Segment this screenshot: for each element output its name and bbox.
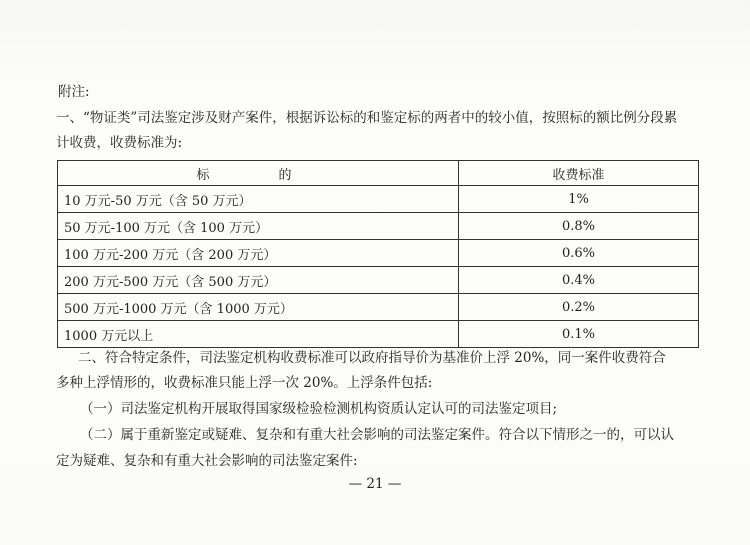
- row-range: 10 万元-50 万元（含 50 万元）: [58, 186, 459, 213]
- row-range: 200 万元-500 万元（含 500 万元）: [58, 267, 459, 294]
- section2-line1: 二、符合特定条件，司法鉴定机构收费标准可以政府指导价为基准价上浮 20%，同一案件收费符合: [78, 350, 666, 366]
- row-rate: 0.2%: [459, 294, 699, 321]
- table-row: [58, 240, 699, 267]
- table-row: [58, 267, 699, 294]
- item2-line1: （二）属于重新鉴定或疑难、复杂和有重大社会影响的司法鉴定案件。符合以下情形之一的，可以认: [80, 427, 674, 443]
- table-row: [58, 294, 699, 321]
- header-fee-rate: 收费标准: [459, 161, 699, 186]
- section1-line2: 计收费，收费标准为:: [56, 135, 183, 151]
- section2-line2: 多种上浮情形的，收费标准只能上浮一次 20%。上浮条件包括:: [56, 375, 433, 391]
- table-row: [58, 186, 699, 213]
- note-label: 附注:: [58, 84, 90, 100]
- row-rate: 0.4%: [459, 267, 699, 294]
- item2-line2: 定为疑难、复杂和有重大社会影响的司法鉴定案件:: [56, 453, 358, 469]
- row-range: 1000 万元以上: [58, 321, 459, 348]
- table-header-row: [58, 161, 699, 186]
- page-number: — 21 —: [348, 476, 402, 492]
- row-rate: 1%: [459, 186, 699, 213]
- fee-table: [57, 160, 699, 348]
- table-row: [58, 213, 699, 240]
- header-subject: 标 的: [58, 161, 459, 186]
- row-range: 500 万元-1000 万元（含 1000 万元）: [58, 294, 459, 321]
- item1-text: （一）司法鉴定机构开展取得国家级检验检测机构资质认定认可的司法鉴定项目;: [80, 401, 558, 417]
- section1-line1: 一、“物证类”司法鉴定涉及财产案件，根据诉讼标的和鉴定标的两者中的较小值，按照标的额比例分段累: [56, 110, 678, 126]
- row-rate: 0.8%: [459, 213, 699, 240]
- row-rate: 0.1%: [459, 321, 699, 348]
- row-rate: 0.6%: [459, 240, 699, 267]
- row-range: 50 万元-100 万元（含 100 万元）: [58, 213, 459, 240]
- row-range: 100 万元-200 万元（含 200 万元）: [58, 240, 459, 267]
- table-row: [58, 321, 699, 348]
